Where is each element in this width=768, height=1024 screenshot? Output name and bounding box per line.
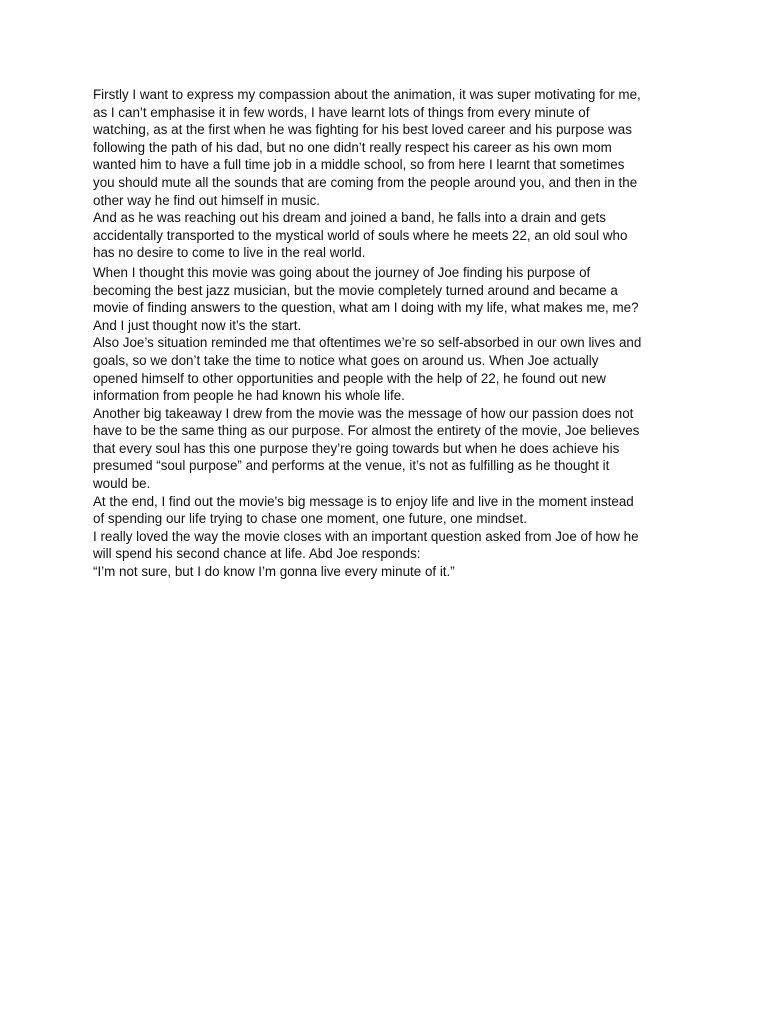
text-line-9: accidentally transported to the mystical world of souls where he meets 22, an old soul who [93, 227, 628, 243]
text-line-20: have to be the same thing as our purpose. For almost the entirety of the movie, Joe believes [93, 423, 640, 439]
text-line-4: following the path of his dad, but no one didn’t really respect his career as his own mom [93, 139, 612, 155]
text-line-6: you should mute all the sounds that are coming from the people around you, and then in the [93, 174, 638, 190]
text-line-10: has no desire to come to live in the real world. [93, 245, 366, 261]
text-line-23: would be. [93, 476, 151, 492]
text-line-13: movie of finding answers to the question, what am I doing with my life, what makes me, me? [93, 300, 639, 316]
text-line-28: “I’m not sure, but I do know I’m gonna live every minute of it.” [93, 564, 455, 580]
text-line-14: And I just thought now it’s the start. [93, 317, 302, 333]
text-line-1: Firstly I want to express my compassion about the animation, it was super motivating for me, [93, 87, 641, 102]
text-line-18: information from people he had known his whole life. [93, 388, 405, 404]
text-line-5: wanted him to have a full time job in a middle school, so from here I learnt that sometimes [93, 157, 625, 173]
text-line-24: At the end, I find out the movie's big message is to enjoy life and live in the moment instead [93, 493, 634, 509]
text-line-19: Another big takeaway I drew from the movie was the message of how our passion does not [93, 405, 634, 421]
text-line-22: presumed “soul purpose” and performs at the venue, it’s not as fulfilling as he thought it [93, 458, 610, 474]
text-line-15: Also Joe’s situation reminded me that oftentimes we’re so self-absorbed in our own lives and [93, 335, 642, 351]
text-line-27: will spend his second chance at life. Abd Joe responds: [93, 546, 421, 562]
text-line-2: as I can’t emphasise it in few words, I have learnt lots of things from every minute of [93, 104, 590, 120]
text-line-16: goals, so we don’t take the time to notice what goes on around us. When Joe actually [93, 352, 599, 368]
text-line-8: And as he was reaching out his dream and joined a band, he falls into a drain and gets [93, 210, 606, 226]
text-line-17: opened himself to other opportunities and people with the help of 22, he found out new [93, 370, 606, 386]
document-body [93, 86, 683, 581]
text-line-11: When I thought this movie was going about the journey of Joe finding his purpose of [93, 264, 591, 280]
text-line-12: becoming the best jazz musician, but the movie completely turned around and became a [93, 282, 618, 298]
text-line-25: of spending our life trying to chase one moment, one future, one mindset. [93, 511, 527, 527]
text-line-21: that every soul has this one purpose they’re going towards but when he does achieve his [93, 440, 620, 456]
text-line-26: I really loved the way the movie closes with an important question asked from Joe of how he [93, 528, 639, 544]
text-line-7: other way he find out himself in music. [93, 192, 321, 208]
text-line-3: watching, as at the first when he was fighting for his best loved career and his purpose was [93, 122, 632, 138]
